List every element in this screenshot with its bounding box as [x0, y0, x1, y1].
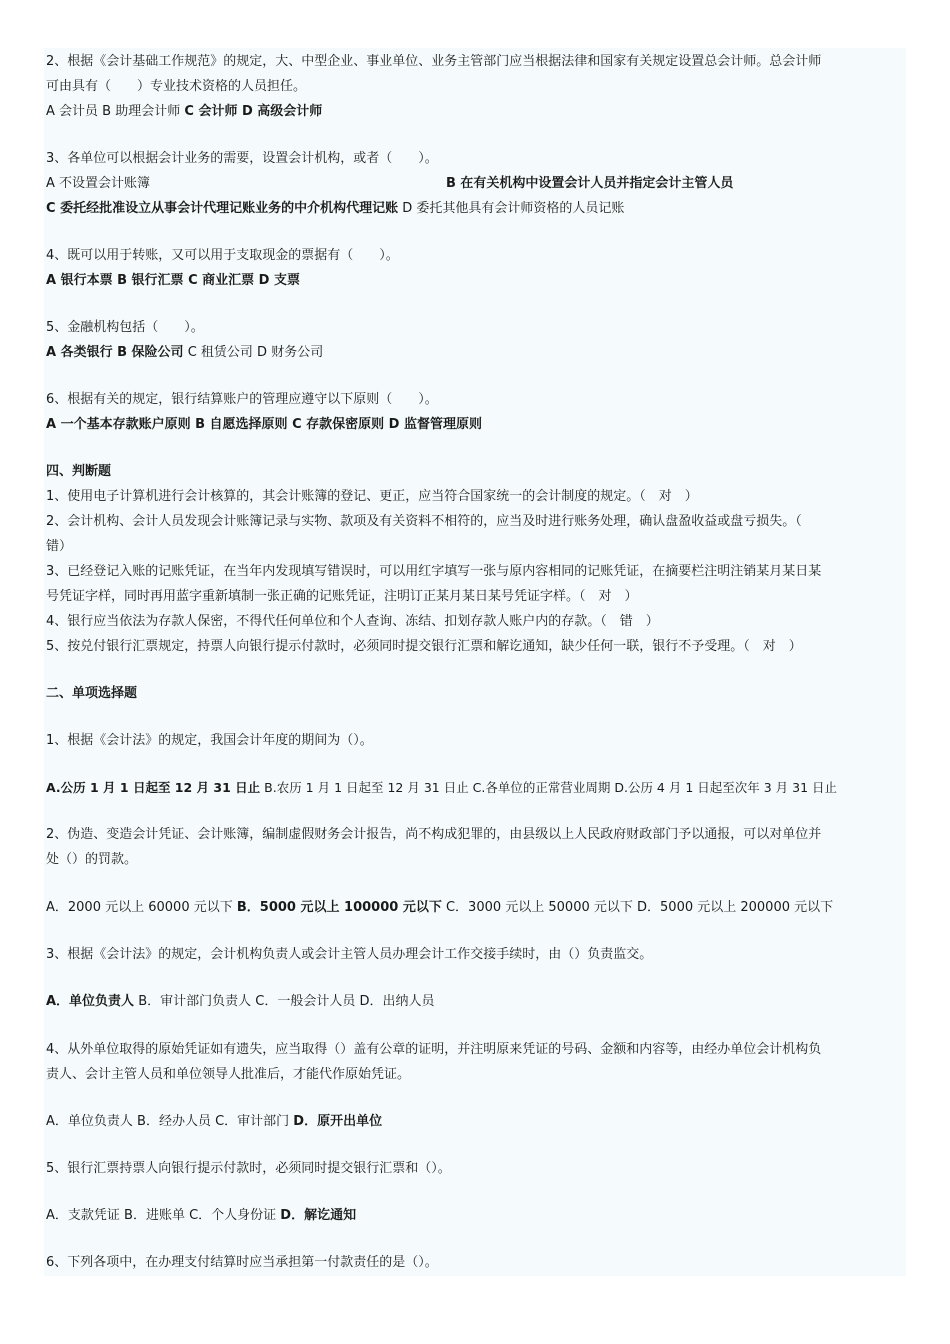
- document-page: [44, 48, 906, 1276]
- q3-options-row1: [46, 175, 904, 193]
- q5-option-cd: C 租赁公司 D 财务公司: [187, 345, 324, 360]
- sc-q5-option-d: D．解讫通知: [280, 1208, 357, 1223]
- judgment-5: 5、按兑付银行汇票规定，持票人向银行提示付款时，必须同时提交银行汇票和解讫通知，缺少任何一联，银行不予受理。（ 对 ）: [46, 639, 802, 654]
- sc-q5-stem: 5、银行汇票持票人向银行提示付款时，必须同时提交银行汇票和（）。: [46, 1161, 451, 1176]
- sc-q4-stem-line2: 责人、会计主管人员和单位领导人批准后，才能代作原始凭证。: [46, 1067, 411, 1082]
- q2-option-b: B 助理会计师: [102, 104, 181, 119]
- sc-q6-stem: 6、下列各项中，在办理支付结算时应当承担第一付款责任的是（）。: [46, 1255, 438, 1270]
- q4-options: A 银行本票 B 银行汇票 C 商业汇票 D 支票: [46, 273, 300, 288]
- judgment-1: 1、使用电子计算机进行会计核算的，其会计账簿的登记、更正，应当符合国家统一的会计制度的规定。（ 对 ）: [46, 489, 698, 504]
- q2-stem-line2: 可由具有（ ）专业技术资格的人员担任。: [46, 79, 307, 94]
- sc-q2-option-cd: C．3000 元以上 50000 元以下 D．5000 元以上 200000 元以下: [445, 900, 834, 915]
- sc-q1-stem: 1、根据《会计法》的规定，我国会计年度的期间为（）。: [46, 733, 373, 748]
- q6-stem: 6、根据有关的规定，银行结算账户的管理应遵守以下原则（ ）。: [46, 392, 438, 407]
- q2-option-cd: C 会计师 D 高级会计师: [184, 104, 323, 119]
- q5-options: [46, 344, 323, 362]
- sc-q4-option-abc: A．单位负责人 B．经办人员 C．审计部门: [46, 1114, 290, 1129]
- section-judgment-title: 四、判断题: [46, 464, 112, 479]
- q5-option-ab: A 各类银行 B 保险公司: [46, 345, 184, 360]
- q2-options: [46, 103, 322, 121]
- sc-q2-options: [46, 899, 833, 917]
- q3-option-d: D 委托其他具有会计师资格的人员记账: [402, 201, 625, 216]
- sc-q2-stem-line1: 2、伪造、变造会计凭证、会计账簿，编制虚假财务会计报告，尚不构成犯罪的，由县级以上人民政府财政部门予以通报，可以对单位并: [46, 827, 822, 842]
- q3-stem: 3、各单位可以根据会计业务的需要，设置会计机构，或者（ ）。: [46, 151, 438, 166]
- sc-q2-option-a: A．2000 元以上 60000 元以下: [46, 900, 233, 915]
- judgment-2-line2: 错）: [46, 539, 73, 554]
- sc-q4-options: [46, 1113, 382, 1131]
- sc-q1-options: [46, 779, 837, 797]
- sc-q5-option-abc: A．支款凭证 B．进账单 C．个人身份证: [46, 1208, 277, 1223]
- q2-option-a: A 会计员: [46, 104, 99, 119]
- judgment-3-line2: 号凭证字样，同时再用蓝字重新填制一张正确的记账凭证，注明订正某月某日某号凭证字样。（ 对 ）: [46, 589, 638, 604]
- q5-stem: 5、金融机构包括（ ）。: [46, 320, 204, 335]
- judgment-2-line1: 2、会计机构、会计人员发现会计账簿记录与实物、款项及有关资料不相符的，应当及时进行账务处理，确认盘盈收益或盘亏损失。（: [46, 514, 802, 529]
- sc-q3-option-a: A．单位负责人: [46, 994, 135, 1009]
- judgment-4: 4、银行应当依法为存款人保密，不得代任何单位和个人查询、冻结、扣划存款人账户内的存款。（ 错 ）: [46, 614, 659, 629]
- section-single-choice-title: 二、单项选择题: [46, 686, 138, 701]
- judgment-3-line1: 3、已经登记入账的记账凭证，在当年内发现填写错误时，可以用红字填写一张与原内容相同的记账凭证，在摘要栏注明注销某月某日某: [46, 564, 822, 579]
- sc-q3-stem: 3、根据《会计法》的规定，会计机构负责人或会计主管人员办理会计工作交接手续时，由（）负责监交。: [46, 947, 653, 962]
- q3-options-row2: [46, 200, 624, 218]
- sc-q3-options: [46, 993, 434, 1011]
- sc-q1-option-a: A.公历 1 月 1 日起至 12 月 31 日止: [46, 780, 261, 795]
- q3-option-b: B 在有关机构中设置会计人员并指定会计主管人员: [446, 176, 734, 191]
- sc-q4-stem-line1: 4、从外单位取得的原始凭证如有遗失，应当取得（）盖有公章的证明，并注明原来凭证的号码、金额和内容等，由经办单位会计机构负: [46, 1042, 822, 1057]
- q6-options: A 一个基本存款账户原则 B 自愿选择原则 C 存款保密原则 D 监督管理原则: [46, 417, 482, 432]
- q2-stem-line1: 2、根据《会计基础工作规范》的规定，大、中型企业、事业单位、业务主管部门应当根据法律和国家有关规定设置总会计师。总会计师: [46, 54, 822, 69]
- sc-q2-stem-line2: 处（）的罚款。: [46, 852, 138, 867]
- sc-q3-option-rest: B．审计部门负责人 C．一般会计人员 D．出纳人员: [138, 994, 435, 1009]
- sc-q4-option-d: D．原开出单位: [293, 1114, 383, 1129]
- sc-q5-options: [46, 1207, 356, 1225]
- q4-stem: 4、既可以用于转账，又可以用于支取现金的票据有（ ）。: [46, 248, 399, 263]
- sc-q1-option-rest: B.农历 1 月 1 日起至 12 月 31 日止 C.各单位的正常营业周期 D.公历 4 月 1 日起至次年 3 月 31 日止: [264, 780, 837, 795]
- q3-option-c: C 委托经批准设立从事会计代理记账业务的中介机构代理记账: [46, 201, 399, 216]
- sc-q2-option-b: B．5000 元以上 100000 元以下: [236, 900, 442, 915]
- q3-option-a: A 不设置会计账簿: [46, 176, 151, 191]
